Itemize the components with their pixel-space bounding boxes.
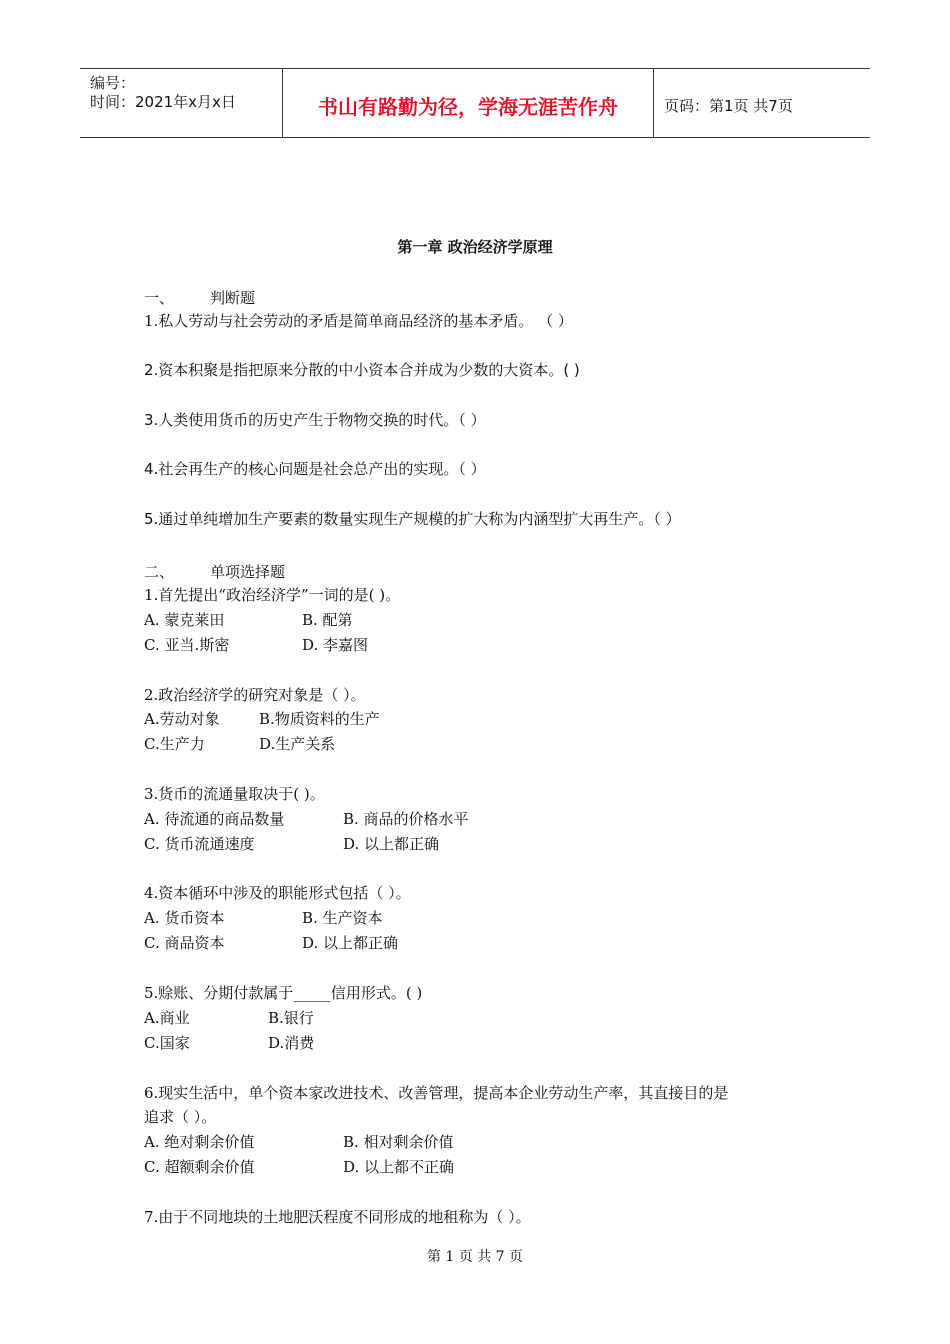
option-d: D. 以上都正确 <box>343 835 440 853</box>
question-6-continued: 追求（ ）。 <box>144 1108 217 1126</box>
option-a: A.商业 <box>144 1009 190 1027</box>
section-heading-2 <box>144 561 285 582</box>
header-meta-cell <box>80 69 283 137</box>
option-d: D. 以上都正确 <box>302 934 399 952</box>
section-label: 判断题 <box>210 289 256 307</box>
section-number: 一、 <box>144 289 175 307</box>
option-c: C.国家 <box>144 1034 190 1052</box>
question-5: 5.赊账、分期付款属于_____信用形式。( ) <box>144 984 423 1002</box>
option-d: D.生产关系 <box>259 735 336 753</box>
time-label: 时间：2021年x月x日 <box>90 93 236 111</box>
judge-item-3: 3.人类使用货币的历史产生于物物交换的时代。（ ） <box>144 411 486 429</box>
option-a: A. 蒙克莱田 <box>144 611 225 629</box>
section-label: 单项选择题 <box>210 563 286 581</box>
option-c: C.生产力 <box>144 735 205 753</box>
question-3: 3.货币的流通量取决于( )。 <box>144 785 325 803</box>
judge-item-2: 2.资本积聚是指把原来分散的中小资本合并成为少数的大资本。( ) <box>144 361 580 379</box>
motto: 书山有路勤为径，学海无涯苦作舟 <box>318 95 618 119</box>
judge-item-5: 5.通过单纯增加生产要素的数量实现生产规模的扩大称为内涵型扩大再生产。（ ） <box>144 510 681 528</box>
option-b: B. 商品的价格水平 <box>343 810 469 828</box>
option-c: C. 超额剩余价值 <box>144 1158 255 1176</box>
option-a: A. 绝对剩余价值 <box>144 1133 255 1151</box>
option-d: D. 李嘉图 <box>302 636 369 654</box>
section-number: 二、 <box>144 563 175 581</box>
option-c: C. 亚当.斯密 <box>144 636 230 654</box>
option-b: B.物质资料的生产 <box>259 710 380 728</box>
question-1: 1.首先提出“政治经济学”一词的是( )。 <box>144 586 401 604</box>
option-c: C. 商品资本 <box>144 934 225 952</box>
code-label: 编号： <box>90 74 136 92</box>
question-4: 4.资本循环中涉及的职能形式包括（ ）。 <box>144 884 411 902</box>
option-a: A. 货币资本 <box>144 909 225 927</box>
question-7: 7.由于不同地块的土地肥沃程度不同形成的地租称为（ ）。 <box>144 1208 531 1226</box>
option-d: D. 以上都不正确 <box>343 1158 455 1176</box>
question-2: 2.政治经济学的研究对象是（ ）。 <box>144 686 366 704</box>
section-heading-1 <box>144 287 255 308</box>
question-6: 6.现实生活中，单个资本家改进技术、改善管理，提高本企业劳动生产率，其直接目的是 <box>144 1084 729 1102</box>
option-b: B.银行 <box>268 1009 314 1027</box>
page-footer: 第 1 页 共 7 页 <box>426 1249 524 1265</box>
option-d: D.消费 <box>268 1034 315 1052</box>
option-b: B. 配第 <box>302 611 353 629</box>
option-a: A.劳动对象 <box>144 710 220 728</box>
judge-item-1: 1.私人劳动与社会劳动的矛盾是简单商品经济的基本矛盾。 （ ） <box>144 312 573 330</box>
document-header <box>80 68 870 138</box>
option-c: C. 货币流通速度 <box>144 835 255 853</box>
option-b: B. 生产资本 <box>302 909 383 927</box>
page-number-label: 页码：第1页 共7页 <box>664 97 793 115</box>
option-b: B. 相对剩余价值 <box>343 1133 454 1151</box>
option-a: A. 待流通的商品数量 <box>144 810 285 828</box>
judge-item-4: 4.社会再生产的核心问题是社会总产出的实现。（ ） <box>144 460 486 478</box>
header-motto-cell <box>283 69 654 137</box>
chapter-title: 第一章 政治经济学原理 <box>397 238 553 256</box>
